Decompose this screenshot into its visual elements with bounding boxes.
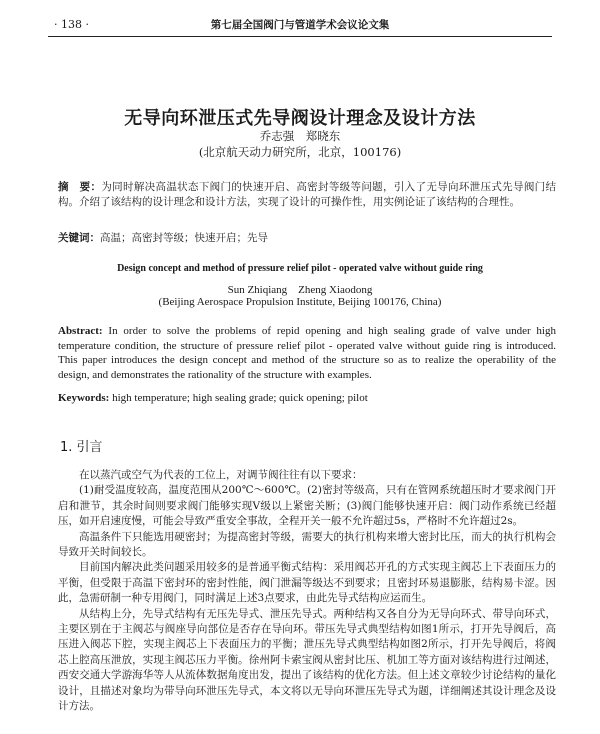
authors-cn: 乔志强 郑晓东 <box>259 129 341 143</box>
affiliation-cn: (北京航天动力研究所，北京，100176) <box>198 145 402 159</box>
body-paragraph: 高温条件下只能选用硬密封；为提高密封等级，需要大的执行机构来增大密封比压，而大的执行机构会导致开关时间较长。 <box>58 530 556 559</box>
body-paragraph: 从结构上分，先导式结构有无压先导式、泄压先导式。两种结构又各自分为无导向环式、带导向环式，主要区别在于主阀芯与阀座导向部位是否存在导向环。带压先导式典型结构如图1所示，打开先导阀后，高压进入阀芯下腔，实现主阀芯上下表面压力的平衡；泄压先导式典型结构如图2所示，打开先导阀后，将阀芯上腔高压泄放，实现主阀芯压力平衡。徐州阿卡索宝阀从密封比压、机加工等方面对该结构进行过阐述，西安交通大学游海华等人从流体数据角度出发，提出了该结构的优化方法。但上述文章较少讨论结构的量化设计，且描述对象均为带导向环泄压先导式，本文将以无导向环泄压先导式为题，详细阐述其设计理念及设计方法。 <box>58 607 556 713</box>
keywords-en-text: high temperature; high sealing grade; quick opening; pilot <box>109 392 368 404</box>
proceedings-title: 第七届全国阀门与管道学术会议论文集 <box>210 19 390 31</box>
section-body <box>58 468 556 715</box>
abstract-cn-text: 为同时解决高温状态下阀门的快速开启、高密封等级等问题，引入了无导向环泄压式先导阀门结构。介绍了该结构的设计理念和设计方法，实现了设计的可操作性，用实例论证了该结构的合理性。 <box>58 181 557 208</box>
running-header <box>48 14 552 37</box>
abstract-en-label: Abstract: <box>58 325 103 337</box>
paper-title-cn: 无导向环泄压式先导阀设计理念及设计方法 <box>124 108 476 129</box>
paper-title-en: Design concept and method of pressure relief pilot - operated valve without guide ring <box>117 263 483 274</box>
body-paragraph: 目前国内解决此类问题采用较多的是普通平衡式结构：采用阀芯开孔的方式实现主阀芯上下表面压力的平衡，但受限于高温下密封环的密封性能，阀门泄漏等级达不到要求；且密封环易退膨胀，结构易卡涩。因此，急需研制一种专用阀门，同时满足上述3点要求，由此先导式结构应运而生。 <box>58 561 556 605</box>
section-heading: 1. 引言 <box>60 440 103 455</box>
keywords-en <box>58 391 556 406</box>
authors-en: Sun Zhiqiang Zheng Xiaodong <box>227 284 373 296</box>
abstract-en-text: In order to solve the problems of repid opening and high sealing grade of valve under high temperature condition, the structure of pressure relief pilot - operated valve without guide ring is introduced. This paper introduces the design concept and method of the structure so as to realize the operability of the design, and demonstrates the rationality of the structure with examples. <box>58 325 556 381</box>
keywords-en-label: Keywords: <box>58 392 110 404</box>
affiliation-en: (Beijing Aerospace Propulsion Institute, Beijing 100176, China) <box>158 296 442 308</box>
body-paragraph: 在以蒸汽或空气为代表的工位上，对调节阀往往有以下要求： <box>79 469 363 481</box>
abstract-en <box>58 324 556 382</box>
keywords-cn <box>58 231 556 246</box>
body-paragraph: (1)耐受温度较高，温度范围从200℃～600℃。(2)密封等级高，只有在管网系统超压时才要求阀门开启和泄节，其余时间则要求阀门能够实现Ⅴ级以上紧密关断；(3)阀门能够快速开启：阀门动作系统已经超压，如开启速度慢，可能会导致严重安全事故，全程开关一般不允许超过5s，严格时不允许超过2s。 <box>58 484 556 528</box>
keywords-cn-label: 关键词： <box>58 232 100 244</box>
keywords-cn-text: 高温；高密封等级；快速开启；先导 <box>100 232 268 244</box>
page-number: · 138 · <box>54 18 89 31</box>
abstract-cn <box>58 180 556 210</box>
abstract-cn-label: 摘 要： <box>58 181 102 193</box>
